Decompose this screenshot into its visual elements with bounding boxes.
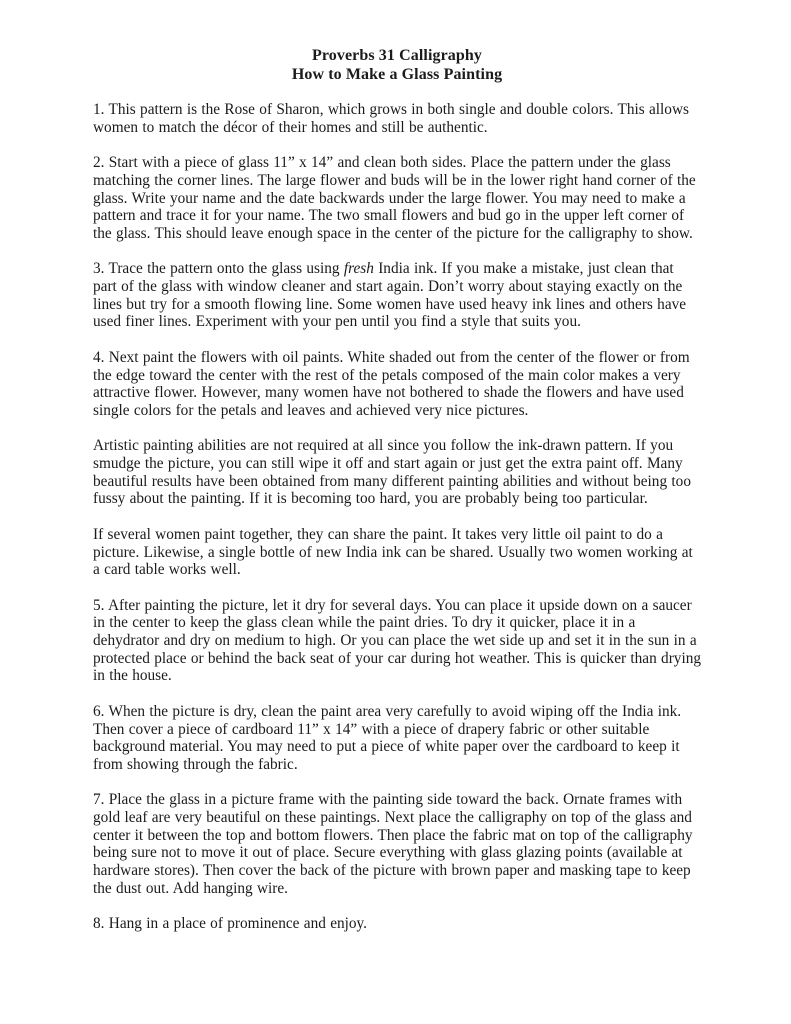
step-5-paragraph xyxy=(93,597,701,686)
step-4-paragraph xyxy=(93,349,701,420)
paragraph-text: Artistic painting abilities are not required at all since you follow the ink-drawn pattern. If you smudge the picture, you can still wipe it off and start again or just get the extra paint off. Many beautiful results have been obtained from many different painting abilities and without being too fussy about the painting. If it is becoming too hard, you are probably being too particular. xyxy=(93,437,691,508)
paragraph-text: If several women paint together, they can share the paint. It takes very little oil paint to do a picture. Likewise, a single bottle of new India ink can be shared. Usually two women working at a card table works well. xyxy=(93,525,693,579)
paragraph-text: 1. This pattern is the Rose of Sharon, which grows in both single and double colors. This allows women to match the décor of their homes and still be authentic. xyxy=(93,101,689,136)
title-line-1: Proverbs 31 Calligraphy xyxy=(311,47,482,64)
paragraph-text: 6. When the picture is dry, clean the paint area very carefully to avoid wiping off the India ink. Then cover a piece of cardboard 11” x 14” with a piece of drapery fabric or other suitable background material. You may need to put a piece of white paper over the cardboard to keep it from showing through the fabric. xyxy=(93,702,682,773)
document-body xyxy=(93,101,701,933)
paragraph-text: 3. Trace the pattern onto the glass using xyxy=(93,260,344,278)
paragraph-text-italic: fresh xyxy=(343,260,374,278)
title-line-2: How to Make a Glass Painting xyxy=(291,66,503,83)
sharing-paint-paragraph xyxy=(93,526,701,579)
document-title xyxy=(93,46,701,84)
step-8-paragraph xyxy=(93,915,701,933)
paragraph-text: 2. Start with a piece of glass 11” x 14” and clean both sides. Place the pattern under the glass matching the corner lines. The large flower and buds will be in the lower right hand corner of the glass. Write your name and the date backwards under the large flower. You may need to make a pattern and trace it for your name. The two small flowers and bud go in the upper left corner of the glass. This should leave enough space in the center of the picture for the calligraphy to show. xyxy=(93,154,696,242)
paragraph-text: 8. Hang in a place of prominence and enjoy. xyxy=(93,915,368,933)
paragraph-text: 4. Next paint the flowers with oil paints. White shaded out from the center of the flower or from the edge toward the center with the rest of the petals composed of the main color makes a very attractive flower. However, many women have not bothered to shade the flowers and have used single colors for the petals and leaves and achieved very nice pictures. xyxy=(93,348,690,419)
paragraph-text: India ink. If you make a mistake, just clean that part of the glass with window cleaner and start again. Don’t worry about staying exactly on the lines but try for a smooth flowing line. Some women have used heavy ink lines and others have used finer lines. Experiment with your pen until you find a style that suits you. xyxy=(93,260,687,331)
step-6-paragraph xyxy=(93,703,701,774)
step-7-paragraph xyxy=(93,791,701,897)
step-1-paragraph xyxy=(93,101,701,136)
paragraph-text: 7. Place the glass in a picture frame with the painting side toward the back. Ornate frames with gold leaf are very beautiful on these paintings. Next place the calligraphy on top of the glass and center it between the top and bottom flowers. Then place the fabric mat on top of the calligraphy being sure not to move it out of place. Secure everything with glass glazing points (available at hardware stores). Then cover the back of the picture with brown paper and masking tape to keep the dust out. Add hanging wire. xyxy=(93,791,693,897)
step-2-paragraph xyxy=(93,154,701,243)
artistic-ability-paragraph xyxy=(93,437,701,508)
step-3-paragraph xyxy=(93,260,701,331)
paragraph-text: 5. After painting the picture, let it dry for several days. You can place it upside down on a saucer in the center to keep the glass clean while the paint dries. To dry it quicker, place it in a dehydrator and dry on medium to high. Or you can place the wet side up and set it in the sun in a protected place or behind the back seat of your car during hot weather. This is quicker than drying in the house. xyxy=(93,596,701,685)
